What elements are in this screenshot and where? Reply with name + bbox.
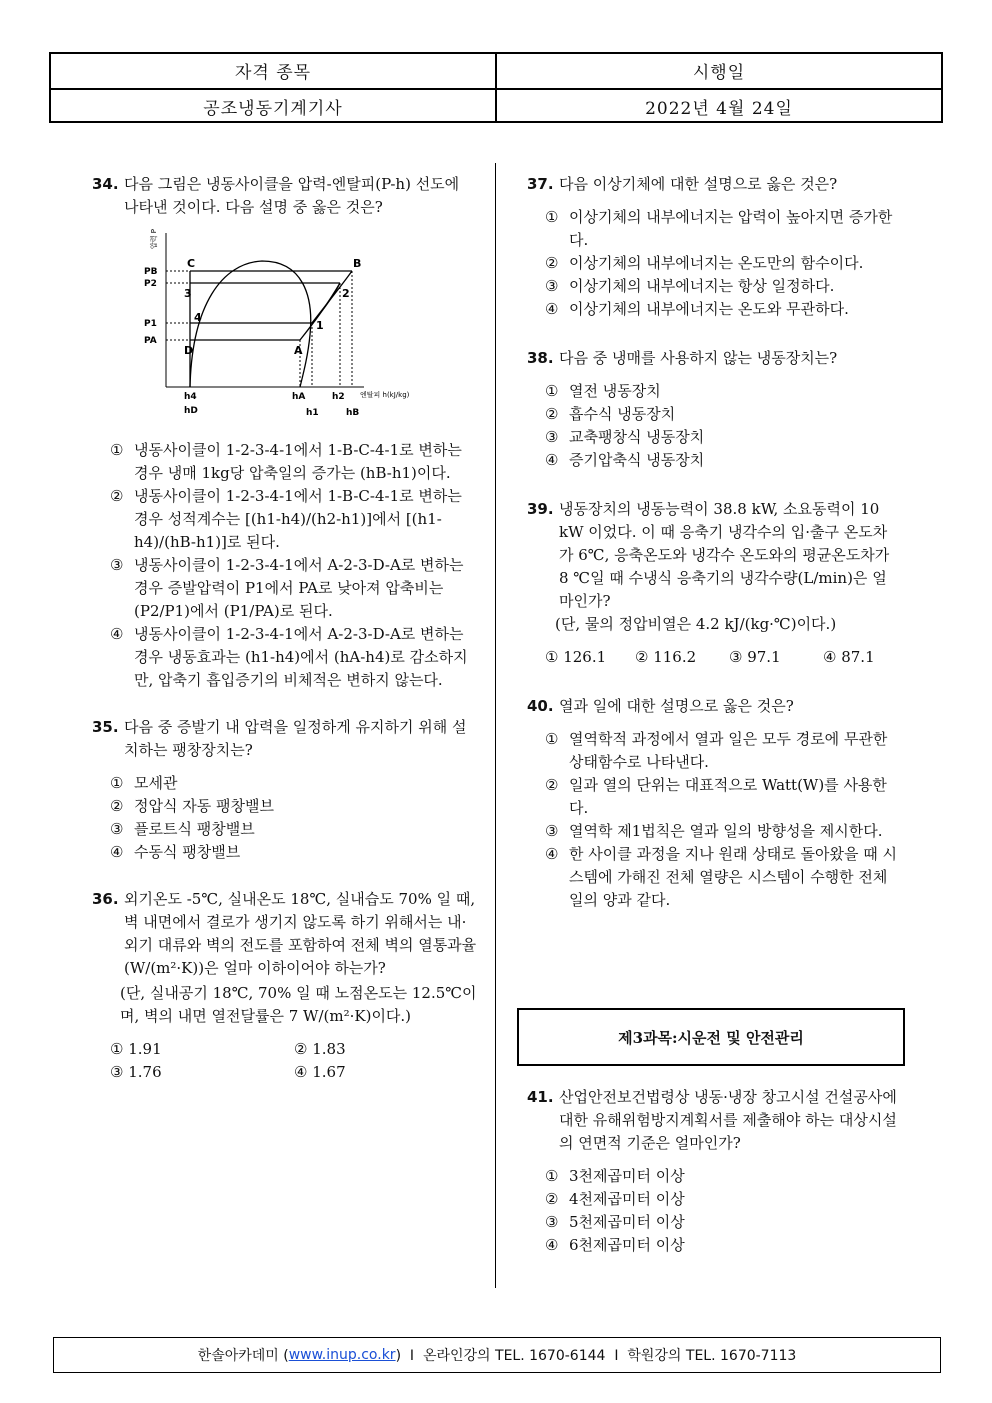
option-3[interactable]: ③ 1.76 [110,1063,162,1081]
question-number: 39. [527,500,554,518]
question-41 [527,1086,899,1257]
question-number: 38. [527,349,554,367]
option-3[interactable]: ③ 97.1 [729,648,781,666]
ph-diagram [142,225,442,425]
option-3[interactable]: ③ 냉동사이클이 1-2-3-4-1에서 A-2-3-D-A로 변하는 경우 증발압력이 P1에서 PA로 낮아져 압축비는 (P2/P1)에서 (P1/PA)로 된다. [110,556,464,620]
option-2[interactable]: ② 1.83 [294,1040,346,1058]
point-2: 2 [342,287,350,300]
option-1[interactable]: ① 열전 냉동장치 [545,382,661,400]
option-1[interactable]: ① 1.91 [110,1040,162,1058]
question-37 [527,173,899,321]
point-b: B [353,257,362,270]
question-number: 34. [92,175,119,193]
question-38 [527,347,899,472]
point-c: C [187,257,196,270]
h-label-hd: hD [184,406,198,416]
point-1: 1 [316,319,324,332]
question-text: 외기온도 -5℃, 실내온도 18℃, 실내습도 70% 일 때, 벽 내면에서 결로가 생기지 않도록 하기 위해서는 내·외기 대류와 벽의 전도를 포함하여 전체 벽의 열통과율(W/(m²·K))은 얼마 이하이어야 하는가? [124,890,477,977]
question-number: 35. [92,718,119,736]
point-3: 3 [184,287,192,300]
header-subject-label: 자격 종목 [234,63,312,84]
question-number: 40. [527,697,554,715]
option-1[interactable]: ① 3천제곱미터 이상 [545,1167,685,1185]
question-number: 37. [527,175,554,193]
footer-brand: 한솔아카데미 ( [197,1348,289,1364]
question-note: (단, 실내공기 18℃, 70% 일 때 노점온도는 12.5℃이며, 벽의 내면 열전달률은 7 W/(m²·K)이다.) [120,984,477,1025]
question-35 [92,716,477,864]
h-label-h4: h4 [184,392,197,402]
option-1[interactable]: ① 126.1 [545,648,607,666]
option-4[interactable]: ④ 6천제곱미터 이상 [545,1236,685,1254]
question-39 [527,498,899,669]
question-text: 다음 중 냉매를 사용하지 않는 냉동장치는? [559,349,838,367]
exam-header-table [49,52,943,123]
option-4[interactable]: ④ 1.67 [294,1063,346,1081]
question-text: 다음 그림은 냉동사이클을 압력-엔탈피(P-h) 선도에 나타낸 것이다. 다음 설명 중 옳은 것은? [124,175,460,216]
option-4[interactable]: ④ 87.1 [823,648,875,666]
option-2[interactable]: ② 냉동사이클이 1-2-3-4-1에서 1-B-C-4-1로 변하는 경우 성적계수는 [(h1-h4)/(h2-h1)]에서 [(h1-h4)/(hB-h1)]로 된다. [110,487,462,551]
option-3[interactable]: ③ 이상기체의 내부에너지는 항상 일정하다. [545,277,835,295]
question-34 [92,173,477,692]
option-4[interactable]: ④ 증기압축식 냉동장치 [545,451,705,469]
question-text: 다음 이상기체에 대한 설명으로 옳은 것은? [559,175,838,193]
p-label-p1: P1 [144,319,157,329]
option-2[interactable]: ② 일과 열의 단위는 대표적으로 Watt(W)를 사용한다. [545,776,887,817]
y-axis-label: 압력 P [150,229,158,249]
h-label-h1: h1 [306,408,319,418]
option-3[interactable]: ③ 5천제곱미터 이상 [545,1213,685,1231]
h-label-ha: hA [292,392,306,402]
option-1[interactable]: ① 냉동사이클이 1-2-3-4-1에서 1-B-C-4-1로 변하는 경우 냉매 1kg당 압축일의 증가는 (hB-h1)이다. [110,441,462,482]
question-40 [527,695,899,912]
header-subject-value: 공조냉동기계기사 [203,98,343,119]
option-4[interactable]: ④ 이상기체의 내부에너지는 온도와 무관하다. [545,300,849,318]
question-text: 다음 중 증발기 내 압력을 일정하게 유지하기 위해 설치하는 팽창장치는? [124,718,467,759]
header-date-label: 시행일 [495,54,941,88]
left-column [92,173,477,1084]
right-column [527,173,899,912]
page-footer [53,1337,941,1373]
option-3[interactable]: ③ 플로트식 팽창밸브 [110,820,255,838]
question-number: 41. [527,1088,554,1106]
h-label-h2: h2 [332,392,345,402]
option-2[interactable]: ② 4천제곱미터 이상 [545,1190,685,1208]
footer-contact: ) I 온라인강의 TEL. 1670-6144 I 학원강의 TEL. 1670-7113 [395,1348,797,1364]
column-divider [495,163,496,1288]
p-label-pa: PA [144,336,157,346]
h-label-hb: hB [346,408,360,418]
point-4: 4 [194,311,202,324]
option-3[interactable]: ③ 교축팽창식 냉동장치 [545,428,705,446]
option-1[interactable]: ① 열역학적 과정에서 열과 일은 모두 경로에 무관한 상태함수로 나타낸다. [545,730,888,771]
point-a: A [294,344,303,357]
option-2[interactable]: ② 정압식 자동 팽창밸브 [110,797,274,815]
p-label-pb: PB [144,267,158,277]
question-note: (단, 물의 정압비열은 4.2 kJ/(kg·℃)이다.) [555,615,837,633]
point-d: D [184,344,194,357]
option-1[interactable]: ① 모세관 [110,774,178,792]
header-date-value: 2022년 4월 24일 [495,90,941,124]
option-2[interactable]: ② 이상기체의 내부에너지는 온도만의 함수이다. [545,254,864,272]
question-number: 36. [92,890,119,908]
option-2[interactable]: ② 116.2 [635,648,697,666]
question-text: 열과 일에 대한 설명으로 옳은 것은? [559,697,794,715]
p-label-p2: P2 [144,279,157,289]
option-4[interactable]: ④ 한 사이클 과정을 지나 원래 상태로 돌아왔을 때 시스템에 가해진 전체 열량은 시스템이 수행한 전체 일의 양과 같다. [545,845,897,909]
question-36 [92,888,477,1084]
option-1[interactable]: ① 이상기체의 내부에너지는 압력이 높아지면 증가한다. [545,208,893,249]
x-axis-label: 엔탈피 h(kJ/kg) [360,391,410,399]
footer-website-link[interactable]: www.inup.co.kr [288,1347,396,1363]
question-text: 산업안전보건법령상 냉동·냉장 창고시설 건설공사에 대한 유해위험방지계획서를 제출해야 하는 대상시설의 연면적 기준은 얼마인가? [559,1088,897,1152]
saturation-dome [190,261,311,387]
option-4[interactable]: ④ 냉동사이클이 1-2-3-4-1에서 A-2-3-D-A로 변하는 경우 냉동효과는 (h1-h4)에서 (hA-h4)로 감소하지만, 압축기 흡입증기의 비체적은 변하지 않는다. [110,625,468,689]
subject-heading: 제3과목:시운전 및 안전관리 [517,1008,905,1066]
question-text: 냉동장치의 냉동능력이 38.8 kW, 소요동력이 10 kW 이었다. 이 때 응축기 냉각수의 입·출구 온도차가 6℃, 응축온도와 냉각수 온도와의 평균온도차가 8 ℃일 때 수냉식 응축기의 냉각수량(L/min)은 얼마인가? [559,500,890,610]
option-4[interactable]: ④ 수동식 팽창밸브 [110,843,241,861]
option-2[interactable]: ② 흡수식 냉동장치 [545,405,676,423]
option-3[interactable]: ③ 열역학 제1법칙은 열과 일의 방향성을 제시한다. [545,822,883,840]
